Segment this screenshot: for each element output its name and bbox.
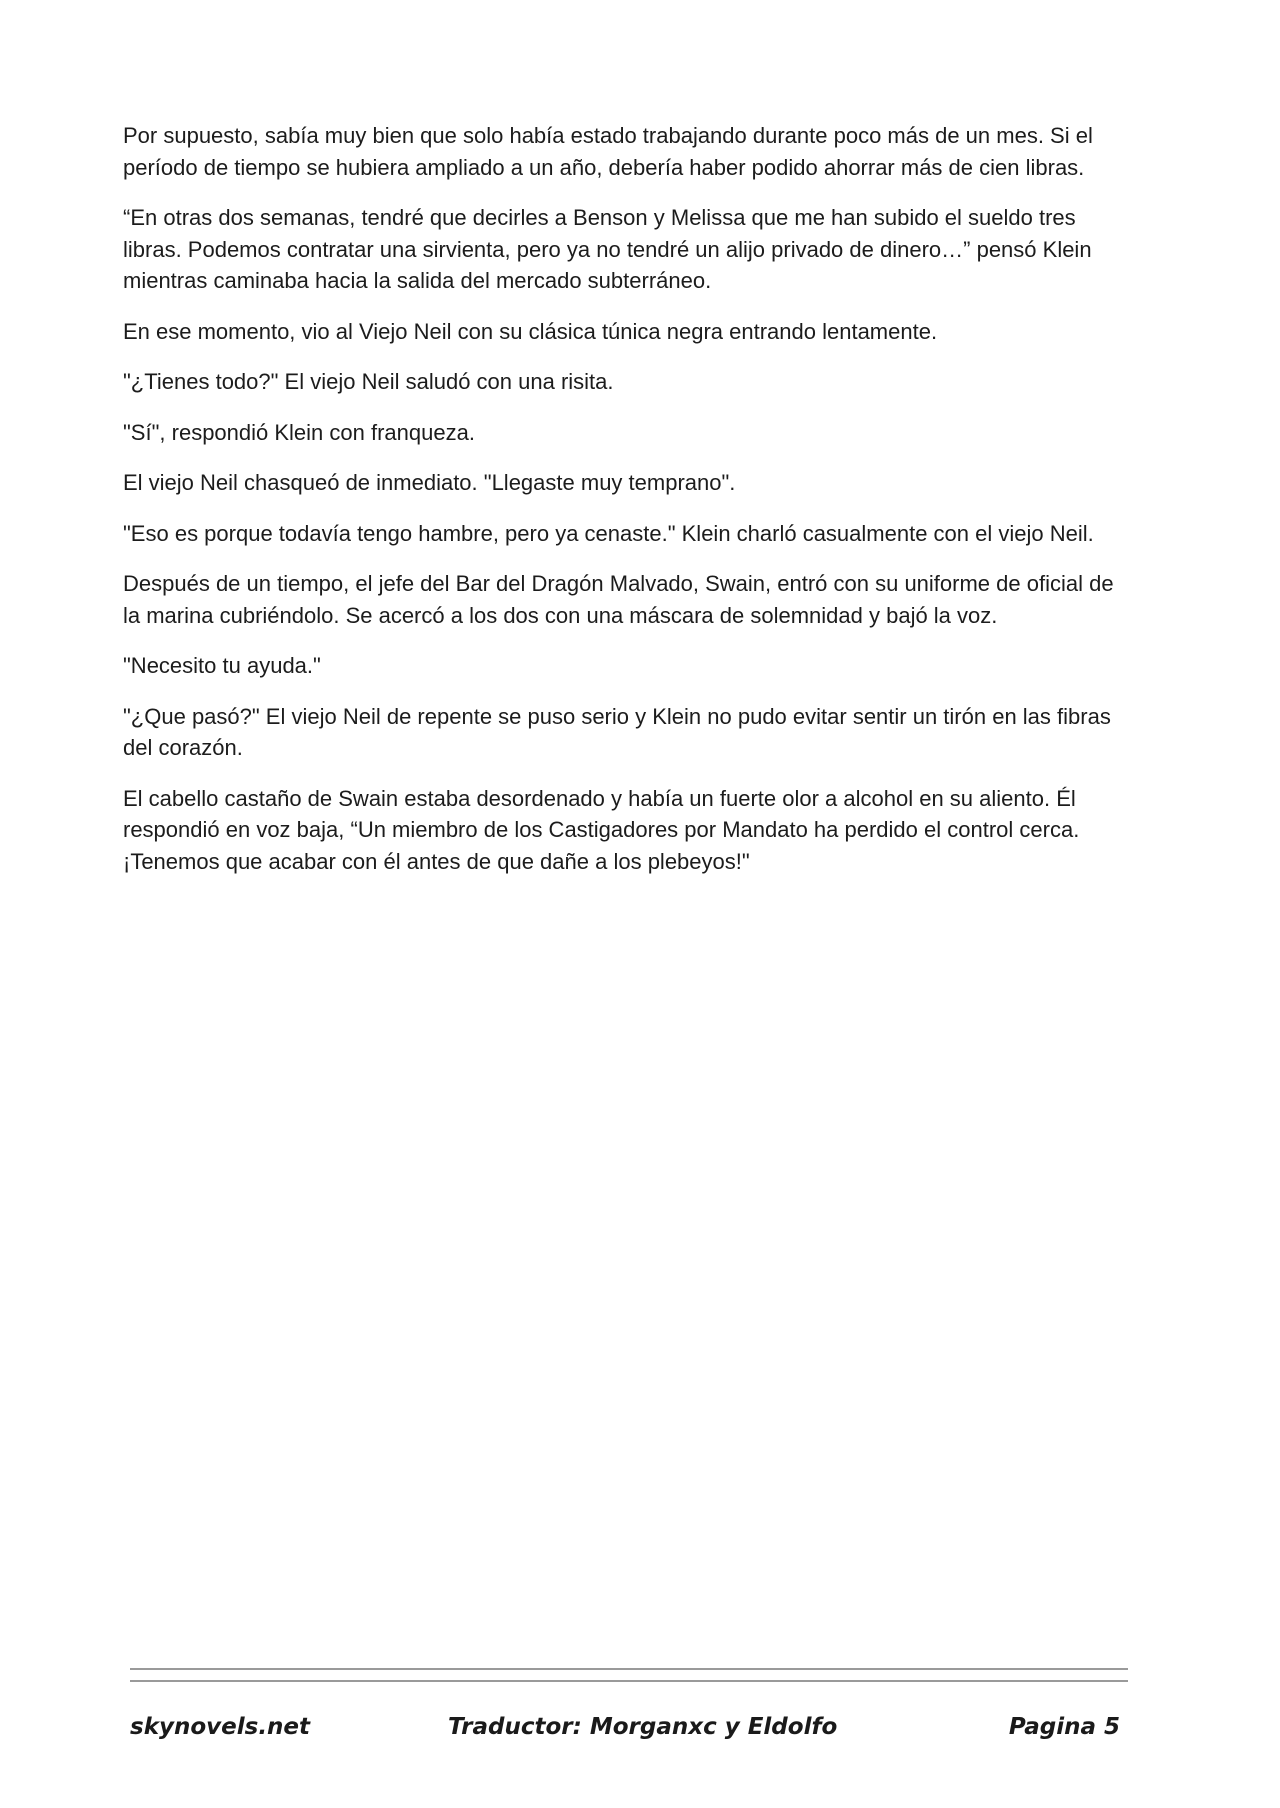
paragraph: Por supuesto, sabía muy bien que solo había estado trabajando durante poco más de un mes. Si el período de tiempo se hubiera ampliado a un año, debería haber podido ahorrar más de cien libras. xyxy=(123,123,1093,180)
paragraph: El cabello castaño de Swain estaba desordenado y había un fuerte olor a alcohol en su aliento. Él respondió en voz baja, “Un miembro de los Castigadores por Mandato ha perdido el control cerca. ¡Tenemos que acabar con él antes de que dañe a los plebeyos!" xyxy=(123,785,1080,874)
body-text xyxy=(123,120,1133,896)
paragraph: "Eso es porque todavía tengo hambre, pero ya cenaste." Klein charló casualmente con el viejo Neil. xyxy=(123,520,1094,546)
paragraph: "¿Tienes todo?" El viejo Neil saludó con una risita. xyxy=(123,369,614,394)
paragraph: "Sí", respondió Klein con franqueza. xyxy=(123,419,475,445)
paragraph: "Necesito tu ayuda." xyxy=(123,653,321,678)
paragraph: En ese momento, vio al Viejo Neil con su clásica túnica negra entrando lentamente. xyxy=(123,318,938,344)
paragraph: Después de un tiempo, el jefe del Bar del Dragón Malvado, Swain, entró con su uniforme de oficial de la marina cubriéndolo. Se acercó a los dos con una máscara de solemnidad y bajó la voz. xyxy=(123,571,1114,628)
footer-site: skynovels.net xyxy=(130,1714,311,1740)
paragraph: "¿Que pasó?" El viejo Neil de repente se puso serio y Klein no pudo evitar sentir un tirón en las fibras del corazón. xyxy=(123,703,1111,760)
paragraph: El viejo Neil chasqueó de inmediato. "Llegaste muy temprano". xyxy=(123,470,736,495)
footer-divider-bottom xyxy=(130,1680,1128,1682)
footer-page-number: Pagina 5 xyxy=(1008,1714,1120,1740)
footer-translator: Traductor: Morganxc y Eldolfo xyxy=(448,1714,838,1740)
footer-divider-top xyxy=(130,1668,1128,1670)
paragraph: “En otras dos semanas, tendré que decirles a Benson y Melissa que me han subido el sueldo tres libras. Podemos contratar una sirvienta, pero ya no tendré un alijo privado de dinero…” pensó Klein mientras caminaba hacia la salida del mercado subterráneo. xyxy=(123,205,1092,293)
